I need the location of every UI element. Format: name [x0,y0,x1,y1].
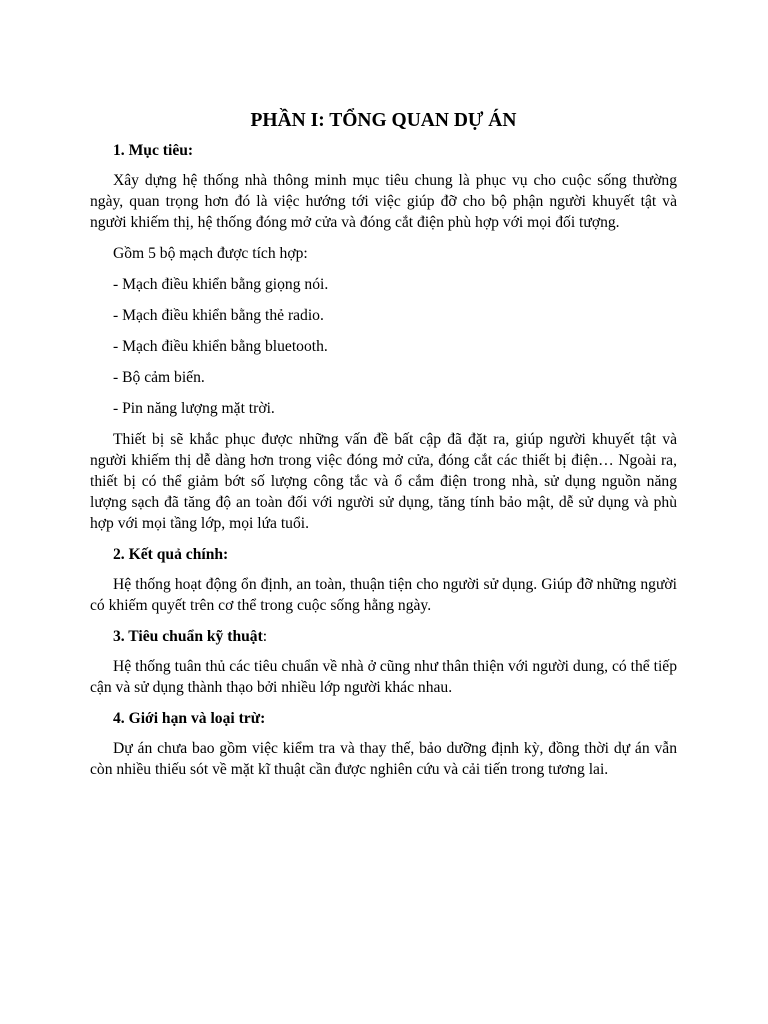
standards-heading-colon: : [262,628,268,645]
list-item: - Mạch điều khiển bằng giọng nói. [113,276,329,293]
list-item: - Mạch điều khiển bằng bluetooth. [113,338,328,355]
section-results-heading: 2. Kết quả chính: [113,546,229,563]
section-standards-heading [90,626,677,647]
results-paragraph: Hệ thống hoạt động ổn định, an toàn, thuận tiện cho người sử dụng. Giúp đỡ những người có khiếm quyết trên cơ thể trong cuộc sống hằng ngày. [90,576,677,614]
standards-heading-text: 3. Tiêu chuẩn kỹ thuật [113,628,263,645]
goal-intro-paragraph: Xây dựng hệ thống nhà thông minh mục tiêu chung là phục vụ cho cuộc sống thường ngày, quan trọng hơn đó là việc hướng tới việc giúp đỡ cho bộ phận người khuyết tật và người khiếm thị, hệ thống đóng mở cửa và đóng cắt điện phù hợp với mọi đối tượng. [90,172,677,231]
section-limits-heading: 4. Giới hạn và loại trừ: [113,710,266,727]
limits-paragraph: Dự án chưa bao gồm việc kiểm tra và thay thế, bảo dưỡng định kỳ, đồng thời dự án vẫn còn nhiều thiếu sót về mặt kĩ thuật cần được nghiên cứu và cải tiến trong tương lai. [90,740,677,778]
document-page [90,108,677,790]
list-item: - Pin năng lượng mặt trời. [113,400,275,417]
section-goal-heading: 1. Mục tiêu: [113,142,194,159]
standards-paragraph: Hệ thống tuân thủ các tiêu chuẩn về nhà ở cũng như thân thiện với người dung, có thể tiếp cận và sử dụng thành thạo bởi nhiều lớp người khác nhau. [90,658,677,696]
goal-summary-paragraph: Thiết bị sẽ khắc phục được những vấn đề bất cập đã đặt ra, giúp người khuyết tật và người khiếm thị dễ dàng hơn trong việc đóng mở cửa, đóng cắt các thiết bị điện… Ngoài ra, thiết bị có thể giảm bớt số lượng công tắc và ổ cắm điện trong nhà, sử dụng nguồn năng lượng sạch đã tăng độ an toàn đối với người sử dụng, tăng tính bảo mật, dễ sử dụng và phù hợp với mọi tầng lớp, mọi lứa tuổi. [90,431,677,532]
list-item: - Bộ cảm biến. [113,369,205,386]
page-title: PHẦN I: TỔNG QUAN DỰ ÁN [250,110,517,131]
circuit-list-intro: Gồm 5 bộ mạch được tích hợp: [113,245,308,262]
list-item: - Mạch điều khiển bằng thẻ radio. [113,307,324,324]
